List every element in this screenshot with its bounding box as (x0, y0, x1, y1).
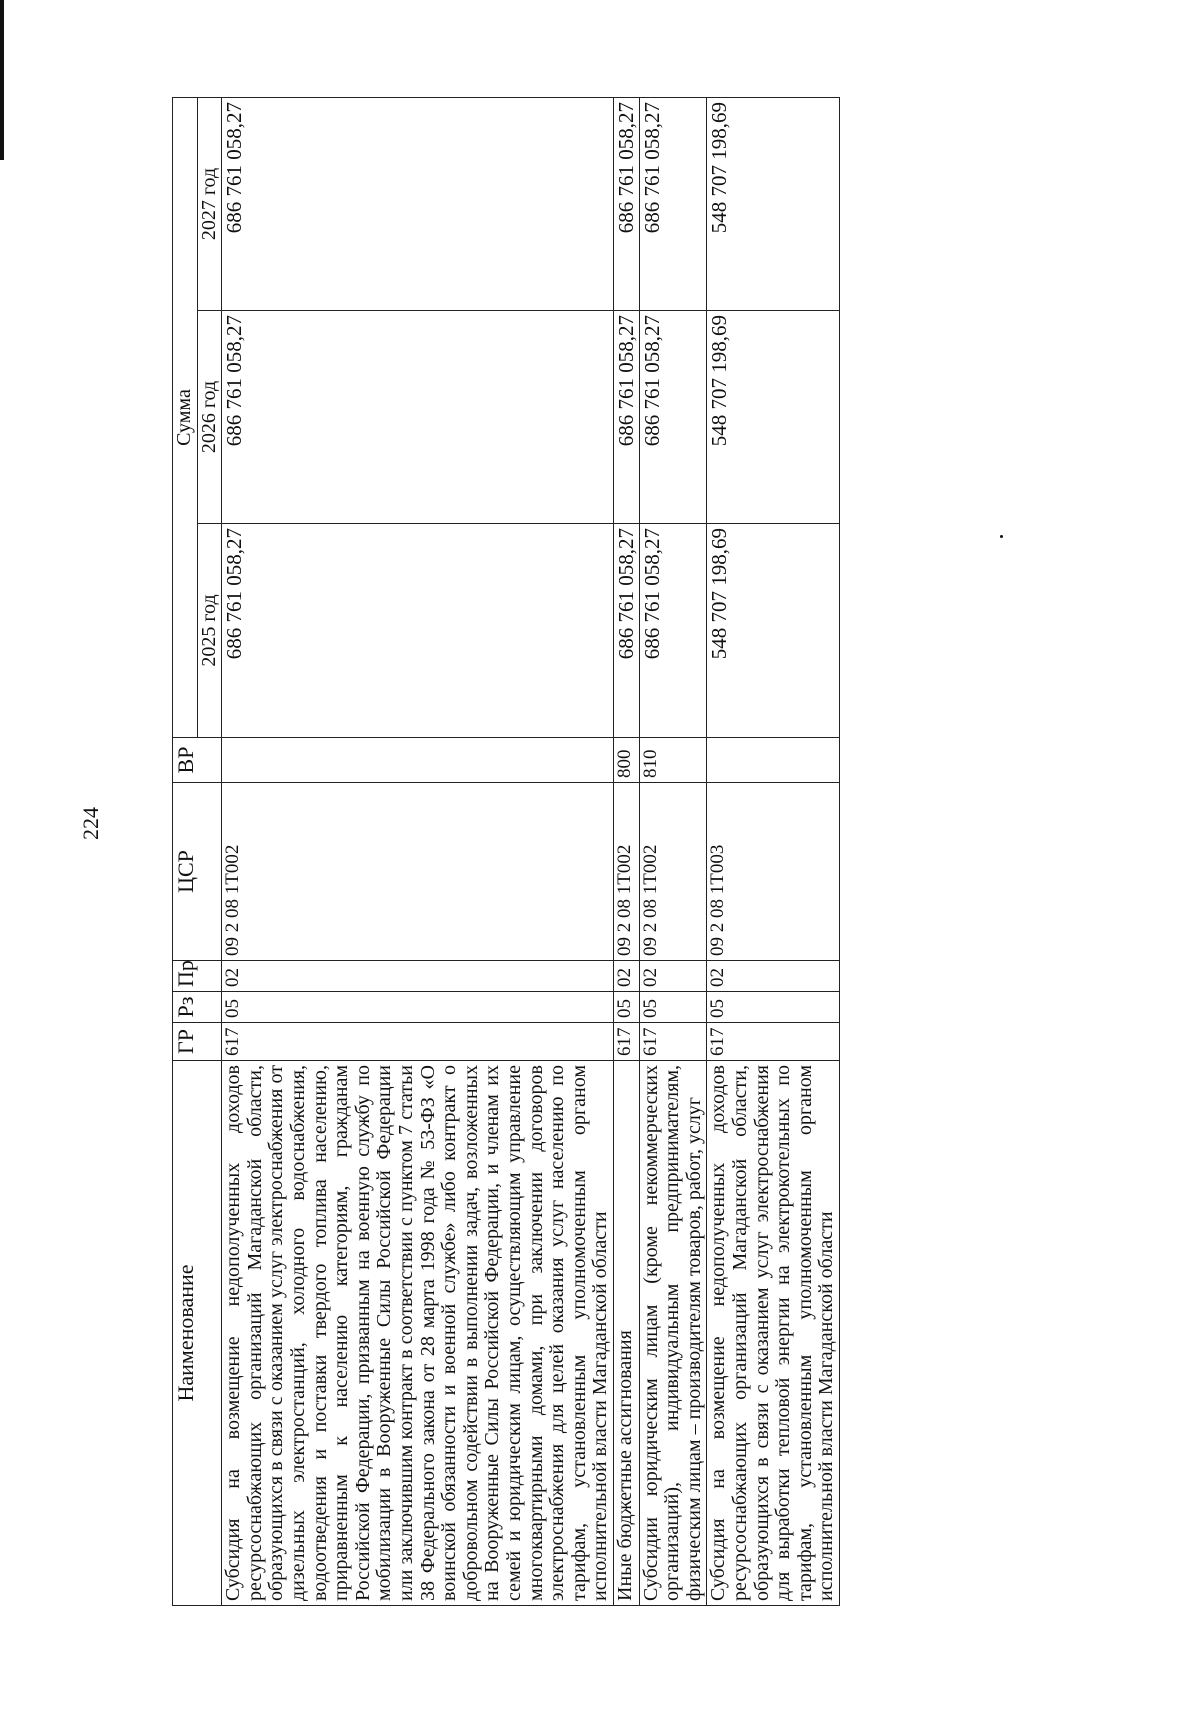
row-sum-2025: 686 761 058,27 (222, 524, 614, 738)
budget-table (172, 97, 840, 1606)
row-pr: 02 (613, 961, 639, 992)
header-csr: ЦСР (173, 783, 222, 961)
row-csr: 09 2 08 1Т003 (707, 783, 840, 961)
row-sum-2027: 686 761 058,27 (639, 97, 707, 310)
row-rz: 05 (639, 992, 707, 1023)
row-csr: 09 2 08 1Т002 (222, 783, 614, 961)
header-rz: Рз (173, 992, 222, 1023)
row-pr: 02 (639, 961, 707, 992)
row-pr: 02 (707, 961, 840, 992)
header-vr: ВР (173, 738, 222, 783)
page-number: 224 (78, 807, 103, 840)
scan-edge-mark (0, 0, 4, 160)
table-row (613, 97, 639, 1605)
row-gr: 617 (222, 1023, 614, 1061)
row-sum-2027: 686 761 058,27 (222, 97, 614, 310)
row-vr: 810 (639, 738, 707, 783)
header-pr: Пр (173, 961, 222, 992)
row-name: Иные бюджетные ассигнования (613, 1061, 639, 1606)
row-vr (707, 738, 840, 783)
row-sum-2026: 686 761 058,27 (613, 311, 639, 524)
row-vr (222, 738, 614, 783)
row-vr: 800 (613, 738, 639, 783)
row-sum-2025: 686 761 058,27 (613, 524, 639, 738)
header-sum: Сумма (173, 97, 198, 737)
table-header-row (173, 97, 198, 1605)
table-row (707, 97, 840, 1605)
scan-speck (1000, 535, 1003, 538)
row-sum-2026: 686 761 058,27 (222, 311, 614, 524)
rotated-table-block (172, 98, 1152, 1606)
header-name: Наименование (173, 1061, 222, 1606)
row-gr: 617 (613, 1023, 639, 1061)
row-name: Субсидия на возмещение недополученных доходов ресурсоснабжающих организаций Магаданской области, образующихся в связи с оказанием услуг электроснабжения от дизельных электростанций, холодного водоснабжения, водоотведения и поставки твердого топлива населению, приравненным к населению категориям, гражданам Российской Федерации, призванным на военную службу по мобилизации в Вооруженные Силы Российской Федерации или заключившим контракт в соответствии с пунктом 7 статьи 38 Федерального закона от 28 марта 1998 года № 53-ФЗ «О воинской обязанности и военной службе» либо контракт о добровольном содействии в выполнении задач, возложенных на Вооруженные Силы Российской Федерации, и членам их семей и юридическим лицам, осуществляющим управление многоквартирными домами, при заключении договоров электроснабжения для целей оказания услуг населению по тарифам, установленным уполномоченным органом исполнительной власти Магаданской области (222, 1061, 614, 1606)
row-name: Субсидии юридическим лицам (кроме некоммерческих организаций), индивидуальным предпринимателям, физическим лицам – производителям товаров, работ, услуг (639, 1061, 707, 1606)
row-sum-2027: 686 761 058,27 (613, 97, 639, 310)
row-rz: 05 (222, 992, 614, 1023)
row-pr: 02 (222, 961, 614, 992)
row-gr: 617 (707, 1023, 840, 1061)
header-gr: ГР (173, 1023, 222, 1061)
header-2026: 2026 год (197, 311, 222, 524)
row-name: Субсидия на возмещение недополученных доходов ресурсоснабжающих организаций Магаданской области, образующихся в связи с оказанием услуг электроснабжения для выработки тепловой энергии на электрокотельных по тарифам, установленным уполномоченным органом исполнительной власти Магаданской области (707, 1061, 840, 1606)
row-sum-2026: 686 761 058,27 (639, 311, 707, 524)
header-2025: 2025 год (197, 524, 222, 738)
row-gr: 617 (639, 1023, 707, 1061)
row-rz: 05 (613, 992, 639, 1023)
row-sum-2025: 686 761 058,27 (639, 524, 707, 738)
row-rz: 05 (707, 992, 840, 1023)
row-csr: 09 2 08 1Т002 (613, 783, 639, 961)
table-row (639, 97, 707, 1605)
row-sum-2026: 548 707 198,69 (707, 311, 840, 524)
table-row (222, 97, 614, 1605)
header-2027: 2027 год (197, 97, 222, 310)
row-sum-2025: 548 707 198,69 (707, 524, 840, 738)
row-sum-2027: 548 707 198,69 (707, 97, 840, 310)
row-csr: 09 2 08 1Т002 (639, 783, 707, 961)
